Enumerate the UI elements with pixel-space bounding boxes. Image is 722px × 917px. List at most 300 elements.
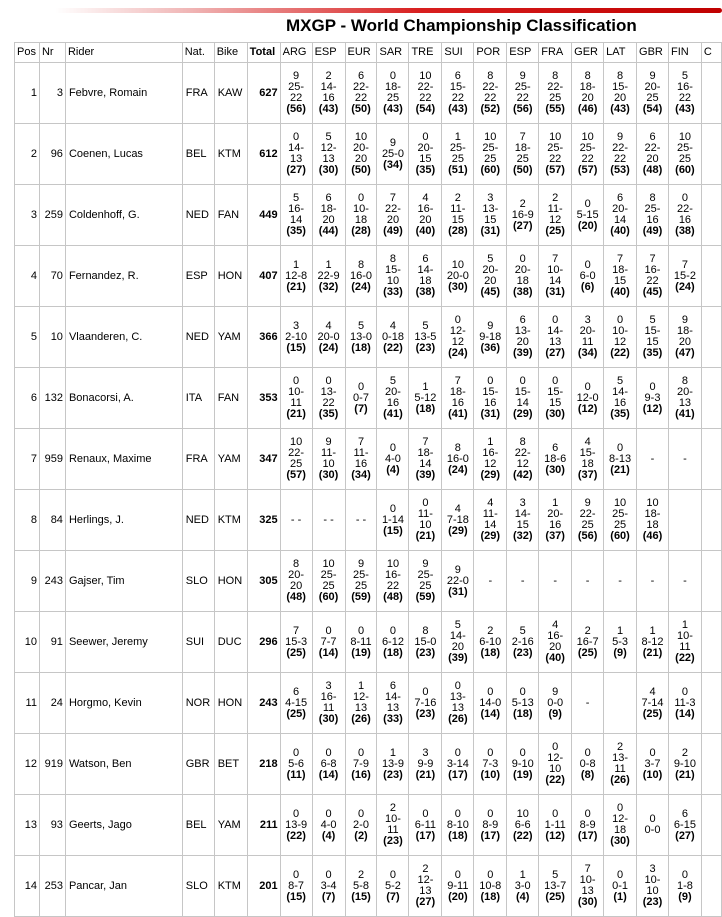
- race-result: [377, 376, 408, 420]
- banner-stripe: [55, 8, 722, 13]
- race-result: [637, 315, 668, 359]
- race-result-cell: [507, 429, 539, 490]
- race-points: (27): [545, 347, 565, 359]
- col-header-race: FRA: [539, 43, 572, 63]
- race-result-line: 5: [389, 375, 397, 387]
- race-points: (36): [480, 341, 501, 354]
- race-result-line: 0: [357, 192, 365, 204]
- rider-bike: KTM: [214, 124, 247, 185]
- race-result-cell: [280, 307, 312, 368]
- race-result-line: 2: [325, 70, 332, 82]
- race-result-line: 20: [678, 336, 692, 348]
- race-result-line: 14-: [320, 81, 337, 93]
- race-result-cell: [507, 612, 539, 673]
- race-result-line: 10: [322, 458, 335, 470]
- race-result-line: 25: [646, 92, 659, 104]
- race-result-cell: [572, 734, 604, 795]
- race-result-line: -: [650, 452, 655, 465]
- race-result-line: 16-: [385, 569, 401, 581]
- race-points: (54): [415, 103, 436, 115]
- race-result-line: 10-: [644, 874, 661, 886]
- race-result: [474, 809, 506, 842]
- race-result-cell: [312, 368, 345, 429]
- race-result: [346, 260, 377, 293]
- race-result-line: 4: [454, 502, 461, 515]
- race-result: [572, 576, 603, 587]
- race-result-line: 1-8: [676, 879, 693, 892]
- race-result: [377, 443, 408, 476]
- race-result-line: 25: [613, 519, 627, 531]
- race-result-line: 9: [681, 314, 688, 326]
- race-result: [539, 193, 571, 237]
- race-result-cell: [345, 368, 377, 429]
- race-result-cell: [409, 490, 442, 551]
- race-result-cell: [637, 551, 669, 612]
- race-result: [313, 321, 345, 354]
- race-result-cell: [377, 246, 409, 307]
- race-result-line: 1: [389, 746, 397, 759]
- race-result: [474, 626, 506, 659]
- rider-name: Bonacorsi, A.: [65, 368, 182, 429]
- race-result-line: 14: [613, 214, 627, 226]
- rider-name: Pancar, Jan: [65, 856, 182, 917]
- race-result-cell: [637, 368, 669, 429]
- race-result-line: 25-: [482, 142, 499, 154]
- race-result-line: 7: [552, 253, 559, 265]
- race-result-line: 7: [293, 624, 300, 637]
- race-result-line: 2: [617, 741, 624, 753]
- race-result-line: 0-0: [644, 824, 661, 836]
- race-points: (38): [675, 225, 695, 237]
- race-result-line: - -: [355, 513, 367, 526]
- race-result-line: 0: [617, 441, 624, 454]
- race-result: [313, 870, 345, 903]
- race-result-cell: [507, 124, 539, 185]
- race-result-line: -: [488, 574, 493, 587]
- race-result: [669, 454, 701, 465]
- race-result: [442, 260, 473, 293]
- race-points: (43): [318, 103, 339, 115]
- col-header-race: POR: [474, 43, 507, 63]
- race-result-line: 3: [422, 746, 429, 759]
- race-result-cell: [668, 795, 701, 856]
- race-result-line: 14-: [514, 508, 531, 520]
- race-points: (26): [448, 713, 468, 725]
- race-result-cell: [280, 795, 312, 856]
- race-result-cell: [539, 124, 572, 185]
- race-result-line: 11-3: [674, 696, 696, 709]
- race-result-line: 15-0: [414, 635, 437, 648]
- rider-total: 305: [247, 551, 280, 612]
- race-result: [539, 742, 571, 786]
- race-result: [281, 437, 312, 481]
- race-result-cell: [377, 185, 409, 246]
- race-result: [539, 620, 571, 664]
- race-result-cell: [442, 63, 474, 124]
- race-points: (43): [448, 103, 468, 115]
- race-result-cell: [377, 368, 409, 429]
- race-result-cell: [345, 185, 377, 246]
- race-result: [346, 515, 377, 526]
- rider-bike: YAM: [214, 307, 247, 368]
- race-result-line: 25-: [514, 81, 531, 93]
- race-result-line: 0: [293, 746, 300, 759]
- race-result-line: 10: [646, 497, 659, 509]
- race-result-line: 0: [454, 868, 461, 881]
- race-result: [572, 71, 603, 115]
- race-result-line: 12-: [612, 813, 629, 825]
- race-result-line: 7: [357, 436, 365, 448]
- race-points: (20): [577, 219, 598, 232]
- race-result-cell: [377, 307, 409, 368]
- race-result-cell: [701, 734, 721, 795]
- race-result-cell: [345, 246, 377, 307]
- race-points: (31): [545, 286, 565, 298]
- race-result-cell: [474, 490, 507, 551]
- race-points: (23): [415, 341, 436, 354]
- race-result: [377, 138, 408, 171]
- race-result: [377, 504, 408, 537]
- race-result: [507, 576, 538, 587]
- race-points: (31): [480, 225, 501, 237]
- race-result-line: 2: [422, 863, 429, 875]
- race-result: [539, 132, 571, 176]
- race-result-line: 20: [354, 153, 368, 165]
- race-result-line: 13-: [612, 752, 629, 764]
- rider-number: 91: [39, 612, 65, 673]
- race-result-line: 16: [322, 92, 335, 104]
- race-points: (35): [642, 347, 663, 359]
- race-result: [409, 687, 441, 720]
- race-points: (38): [415, 286, 436, 298]
- race-result-line: 4: [552, 619, 559, 631]
- race-result-line: 10: [354, 131, 368, 143]
- race-result-cell: [604, 63, 637, 124]
- race-result-line: 11-: [353, 447, 369, 459]
- race-points: (33): [383, 286, 403, 298]
- race-points: (28): [351, 225, 371, 237]
- race-result-cell: [345, 307, 377, 368]
- race-result-cell: [280, 429, 312, 490]
- race-result-line: 13: [581, 885, 594, 897]
- race-points: (21): [286, 408, 306, 420]
- race-result-line: 6-15: [673, 818, 696, 831]
- race-result-line: 22: [386, 580, 400, 592]
- race-result-cell: [701, 368, 721, 429]
- rider-rows: [15, 63, 722, 917]
- race-points: (29): [512, 408, 533, 420]
- race-points: (32): [512, 530, 533, 542]
- race-points: (14): [318, 646, 339, 659]
- race-points: (14): [480, 707, 501, 720]
- race-result-line: 1: [454, 131, 461, 143]
- race-points: (12): [577, 402, 598, 415]
- race-result-line: 14: [484, 519, 497, 531]
- race-result-cell: [701, 551, 721, 612]
- race-result-line: 15: [646, 336, 659, 348]
- race-result-line: -: [520, 574, 525, 587]
- race-result-line: 8: [649, 192, 656, 204]
- col-header-nr: Nr: [39, 43, 65, 63]
- race-result-line: 0-1: [612, 879, 629, 892]
- race-result-cell: [539, 795, 572, 856]
- rider-position: 9: [15, 551, 40, 612]
- race-result-cell: [312, 551, 345, 612]
- race-result-line: 25-: [612, 508, 629, 520]
- race-points: (56): [577, 530, 598, 542]
- race-result-line: 22-: [385, 203, 401, 215]
- race-result-line: 0: [487, 375, 494, 387]
- race-points: (14): [675, 707, 695, 720]
- rider-name: Geerts, Jago: [65, 795, 182, 856]
- race-result-line: 11-: [450, 203, 466, 215]
- race-result-line: 9-9: [417, 757, 434, 770]
- race-result-cell: [474, 63, 507, 124]
- race-result-line: 2-0: [353, 818, 369, 831]
- race-result-line: 25: [354, 580, 368, 592]
- col-header-race: TRE: [409, 43, 442, 63]
- col-header-race: ARG: [280, 43, 312, 63]
- race-result: [637, 71, 668, 115]
- race-result-line: 25: [516, 153, 529, 165]
- rider-nationality: NED: [182, 490, 214, 551]
- race-result-line: 22: [549, 153, 562, 165]
- race-result-line: 14: [549, 275, 562, 287]
- race-result-cell: [312, 612, 345, 673]
- race-points: (29): [480, 530, 501, 542]
- race-result-line: 15: [484, 214, 497, 226]
- race-result-cell: [637, 429, 669, 490]
- rider-total: 347: [247, 429, 280, 490]
- race-result-line: 10-8: [479, 879, 502, 892]
- race-result-line: 8-13: [609, 452, 632, 465]
- race-result: [409, 437, 441, 481]
- race-result-cell: [280, 612, 312, 673]
- race-result-cell: [409, 368, 442, 429]
- race-result-cell: [507, 734, 539, 795]
- race-result-cell: [507, 368, 539, 429]
- race-result: [572, 626, 603, 659]
- race-result-line: 25-: [547, 142, 564, 154]
- table-row: [15, 185, 722, 246]
- race-result-line: 0: [454, 680, 461, 692]
- race-result-cell: [442, 368, 474, 429]
- race-result-cell: [668, 124, 701, 185]
- race-result-line: 6: [357, 70, 365, 82]
- race-points: (42): [512, 469, 533, 481]
- race-result-line: 20-: [676, 386, 693, 398]
- race-result-cell: [312, 63, 345, 124]
- race-result-cell: [668, 612, 701, 673]
- col-header-pos: Pos: [15, 43, 40, 63]
- race-result-line: 11: [322, 702, 335, 714]
- race-result-line: 13: [386, 702, 400, 714]
- race-result-line: 16: [386, 397, 400, 409]
- race-result-line: 22-: [579, 508, 596, 520]
- race-result: [281, 748, 312, 781]
- race-result-cell: [604, 612, 637, 673]
- race-result-line: 0: [422, 131, 429, 143]
- race-result-line: 13: [354, 702, 368, 714]
- race-points: (22): [512, 829, 533, 842]
- race-result-cell: [539, 185, 572, 246]
- race-result: [377, 681, 408, 725]
- race-result-cell: [474, 795, 507, 856]
- race-result-cell: [442, 795, 474, 856]
- race-result-line: 12-: [320, 142, 337, 154]
- race-result-line: 6-10: [479, 635, 502, 648]
- race-points: (21): [286, 280, 306, 293]
- race-result: [442, 443, 473, 476]
- table-row: [15, 246, 722, 307]
- race-result-line: 13: [678, 397, 692, 409]
- race-result-cell: [345, 551, 377, 612]
- race-points: (15): [286, 890, 306, 903]
- table-row: [15, 734, 722, 795]
- race-result-line: 15-3: [285, 635, 308, 648]
- race-result-line: 25-: [288, 81, 305, 93]
- race-result-cell: [377, 856, 409, 917]
- race-result-line: 10: [419, 519, 432, 531]
- race-result: [637, 687, 668, 720]
- race-result-line: 1: [422, 380, 429, 393]
- race-result-line: 13: [419, 885, 432, 897]
- race-result: [281, 321, 312, 354]
- race-result-line: 20: [581, 92, 594, 104]
- race-result-line: 4-0: [320, 818, 337, 831]
- race-result-line: 4: [325, 319, 332, 332]
- race-result-line: 7: [422, 436, 429, 448]
- race-result-cell: [637, 612, 669, 673]
- race-result-line: 8: [519, 436, 526, 448]
- race-points: (33): [383, 713, 403, 725]
- race-result-line: 10: [678, 131, 692, 143]
- race-result: [346, 71, 377, 115]
- race-result-cell: [668, 429, 701, 490]
- race-result: [572, 748, 603, 781]
- race-result-line: 8-12: [641, 635, 664, 648]
- race-result: [409, 559, 441, 603]
- race-result-cell: [507, 490, 539, 551]
- race-points: (22): [610, 347, 630, 359]
- race-result-cell: [572, 185, 604, 246]
- race-result-line: 2-10: [285, 330, 308, 343]
- race-result: [313, 748, 345, 781]
- race-result-line: 9: [617, 131, 624, 143]
- race-result: [604, 870, 636, 903]
- race-result-cell: [474, 612, 507, 673]
- race-result: [474, 870, 506, 903]
- race-result-line: 25: [451, 153, 464, 165]
- race-result-cell: [507, 856, 539, 917]
- race-result: [539, 870, 571, 903]
- rider-bike: BET: [214, 734, 247, 795]
- race-result-cell: [409, 185, 442, 246]
- race-result-line: 14: [289, 214, 303, 226]
- rider-number: 3: [39, 63, 65, 124]
- rider-nationality: ESP: [182, 246, 214, 307]
- race-points: (8): [580, 768, 595, 781]
- race-result-cell: [604, 734, 637, 795]
- race-result-line: 18-: [320, 203, 337, 215]
- race-result: [474, 687, 506, 720]
- rider-bike: YAM: [214, 429, 247, 490]
- rider-number: 253: [39, 856, 65, 917]
- race-points: (22): [383, 341, 403, 354]
- race-result-line: 3: [487, 192, 494, 204]
- race-result-cell: [312, 307, 345, 368]
- race-result-line: 0: [325, 868, 332, 881]
- race-points: (60): [610, 530, 630, 542]
- race-result-line: 22-: [547, 81, 564, 93]
- rider-total: 296: [247, 612, 280, 673]
- race-result: [281, 71, 312, 115]
- race-result-cell: [345, 795, 377, 856]
- rider-total: 325: [247, 490, 280, 551]
- race-result: [669, 132, 701, 176]
- col-header-race: ESP: [312, 43, 345, 63]
- race-result-line: 25-: [579, 142, 596, 154]
- rider-total: 211: [247, 795, 280, 856]
- table-row: [15, 63, 722, 124]
- table-row: [15, 551, 722, 612]
- race-result-line: 2: [681, 746, 688, 759]
- race-result-cell: [474, 673, 507, 734]
- race-result-cell: [474, 734, 507, 795]
- race-points: (18): [480, 646, 501, 659]
- race-points: (60): [480, 164, 501, 176]
- race-result-line: 7-18: [446, 513, 469, 526]
- race-result-line: 12-: [547, 752, 564, 764]
- race-result-line: -: [650, 574, 655, 587]
- race-result: [281, 559, 312, 603]
- race-result: [572, 315, 603, 359]
- race-result: [474, 498, 506, 542]
- race-result-line: 9: [357, 558, 365, 570]
- rider-name: Herlings, J.: [65, 490, 182, 551]
- race-result-line: 20: [419, 214, 432, 226]
- race-result-line: 0: [293, 375, 300, 387]
- race-result-cell: [539, 673, 572, 734]
- race-result-cell: [572, 368, 604, 429]
- rider-nationality: BEL: [182, 124, 214, 185]
- col-header-race: LAT: [604, 43, 637, 63]
- race-result-line: 22: [419, 92, 432, 104]
- race-result-line: 25: [419, 580, 432, 592]
- race-result-cell: [377, 734, 409, 795]
- race-result-cell: [668, 673, 701, 734]
- rider-total: 407: [247, 246, 280, 307]
- race-result-line: 20-0: [446, 269, 469, 282]
- race-points: (35): [610, 408, 630, 420]
- rider-nationality: ITA: [182, 368, 214, 429]
- race-result-line: 16-: [644, 264, 661, 276]
- rider-position: 12: [15, 734, 40, 795]
- race-result-cell: [637, 124, 669, 185]
- race-result-cell: [409, 856, 442, 917]
- race-points: (31): [448, 585, 468, 598]
- race-result-line: 5: [325, 131, 332, 143]
- race-points: (40): [610, 286, 630, 298]
- race-points: (25): [577, 646, 598, 659]
- race-result-line: 5: [617, 375, 624, 387]
- race-result: [637, 382, 668, 415]
- race-result-line: 14-: [385, 691, 401, 703]
- race-points: (43): [610, 103, 630, 115]
- race-result-line: 3: [519, 497, 526, 509]
- rider-name: Vlaanderen, C.: [65, 307, 182, 368]
- race-result-line: 6: [519, 314, 526, 326]
